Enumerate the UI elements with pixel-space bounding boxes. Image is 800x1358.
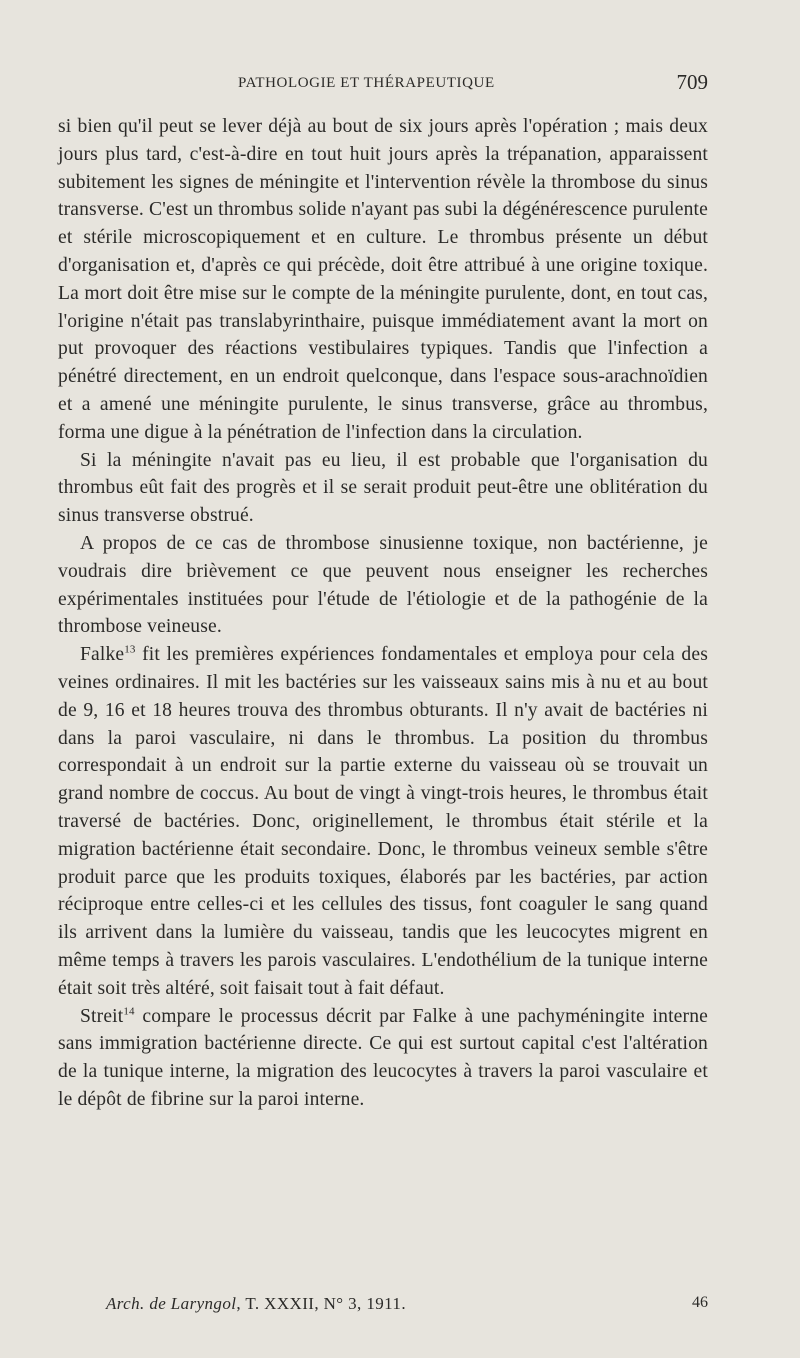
paragraph-5-text: compare le processus décrit par Falke à une pachyméningite interne sans immigration bactérienne directe. Ce qui est surtout capital c'est l'altération de la tunique interne, la migration des leucocytes à travers la paroi vasculaire et le dépôt de fibrine sur la paroi interne. [58,1005,708,1110]
paragraph-1 [58,113,708,447]
running-title: PATHOLOGIE ET THÉRAPEUTIQUE [238,75,495,91]
page-number: 709 [676,70,708,94]
journal-name: Arch. de Laryngol [106,1294,237,1313]
paragraph-2 [58,447,708,530]
paragraph-4 [58,641,708,1002]
paragraph-5 [58,1003,708,1114]
paragraph-3-text: A propos de ce cas de thrombose sinusienne toxique, non bactérienne, je voudrais dire brièvement ce que peuvent nous enseigner les recherches expérimentales instituées pour l'étude de l'étiologie et de la pathogénie de la thrombose veineuse. [58,532,708,638]
paragraph-4-text: fit les premières expériences fondamentales et employa pour cela des veines ordinaires. Il mit les bactéries sur les vaisseaux sains mis à nu et au bout de 9, 16 et 18 heures trouva des thrombus obturants. Il n'y avait de bactéries ni dans la paroi vasculaire, ni dans le thrombus. La position du thrombus correspondait à un endroit sur la partie externe du vaisseau où se trouvait un grand nombre de coccus. Au bout de vingt à vingt-trois heures, le thrombus était traversé de bactéries. Donc, originellement, le thrombus était stérile et la migration bactérienne était secondaire. Donc, le thrombus veineux semble s'être produit parce que les produits toxiques, élaborés par les bactéries, par action réciproque entre celles-ci et les cellules des tissus, font coaguler le sang quand ils arrivent dans la lumière du vaisseau, tandis que les leucocytes migrent en même temps à travers les parois vasculaires. L'endothélium de la tunique interne était soit très altéré, soit faisait tout à fait défaut. [58,644,708,999]
reference-number-13: 13 [124,643,136,656]
document-body [58,113,708,1114]
author-name-streit: Streit [80,1005,124,1027]
running-header [58,72,708,98]
journal-reference [106,1294,406,1314]
paragraph-3 [58,530,708,641]
author-name-falke: Falke [80,644,125,666]
page-footer [58,1294,708,1320]
reference-number-14: 14 [123,1004,135,1017]
journal-citation: , T. XXXII, N° 3, 1911. [236,1294,406,1313]
paragraph-1-text: si bien qu'il peut se lever déjà au bout de six jours après l'opération ; mais deux jours plus tard, c'est-à-dire en tout huit jours après la trépanation, apparaissent subitement les signes de méningite et l'intervention révèle la thrombose du sinus transverse. C'est un thrombus solide n'ayant pas subi la dégénérescence purulente et stérile microscopiquement et en culture. Le thrombus présente un début d'organisation et, d'après ce qui précède, doit être attribué à une origine toxique. La mort doit être mise sur le compte de la méningite purulente, dont, en tout cas, l'origine n'était pas translabyrinthaire, puisque immédiatement avant la mort on put provoquer des réactions vestibulaires typiques. Tandis que l'infection a pénétré directement, en un endroit quelconque, dans l'espace sous-arachnoïdien et a amené une méningite purulente, le sinus transverse, grâce au thrombus, forma une digue à la pénétration de l'infection dans la circulation. [58,116,708,443]
sheet-number: 46 [692,1294,708,1311]
paragraph-2-text: Si la méningite n'avait pas eu lieu, il est probable que l'organisation du thrombus eût fait des progrès et il se serait produit peut-être une oblitération du sinus transverse obstrué. [58,449,708,527]
